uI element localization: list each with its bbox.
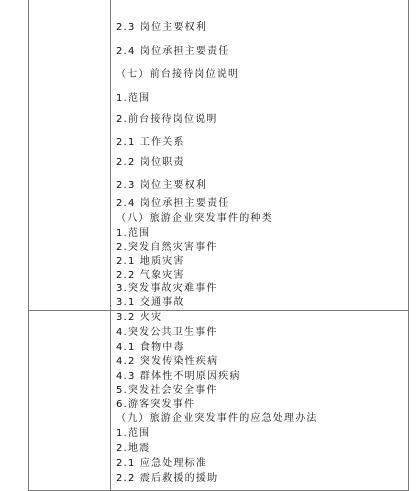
- text-line: 4.3 群体性不明原因疾病: [116, 371, 241, 382]
- text-line: 2.3 岗位主要权利: [116, 180, 208, 191]
- text-line: 4.突发公共卫生事件: [116, 327, 218, 338]
- text-line: 2.1 工作关系: [116, 137, 185, 148]
- text-line: 1.范围: [116, 228, 151, 239]
- text-line: 2.地震: [116, 443, 151, 454]
- text-line: 2.2 岗位职责: [116, 157, 185, 168]
- text-line: 2.突发自然灾害事件: [116, 242, 218, 253]
- text-line: 1.范围: [116, 428, 151, 439]
- text-line: 2.1 应急处理标准: [116, 458, 208, 469]
- text-line: 2.前台接待岗位说明: [116, 114, 218, 125]
- section-heading: （九）旅游企业突发事件的应急处理办法: [116, 413, 318, 424]
- text-line: 4.2 突发传染性疾病: [116, 356, 219, 367]
- text-line: 2.1 地质灾害: [116, 256, 185, 267]
- text-line: 5.突发社会安全事件: [116, 385, 218, 396]
- text-line: 2.4 岗位承担主要责任: [116, 198, 230, 209]
- text-line: 2.2 震后救援的援助: [116, 473, 219, 484]
- text-line: 1.范围: [116, 93, 151, 104]
- text-line: 2.2 气象灾害: [116, 270, 185, 281]
- text-line: 4.1 食物中毒: [116, 342, 185, 353]
- text-line: 3.1 交通事故: [116, 297, 185, 308]
- text-line: 3.2 火灾: [116, 312, 163, 323]
- text-line: 3.突发事故灾难事件: [116, 283, 218, 294]
- text-line: 2.4 岗位承担主要责任: [116, 46, 230, 57]
- text-line: 6.游客突发事件: [116, 399, 196, 410]
- section-heading: （七）前台接待岗位说明: [116, 69, 240, 80]
- text-line: 2.3 岗位主要权利: [116, 22, 208, 33]
- section-heading: （八）旅游企业突发事件的种类: [116, 213, 273, 224]
